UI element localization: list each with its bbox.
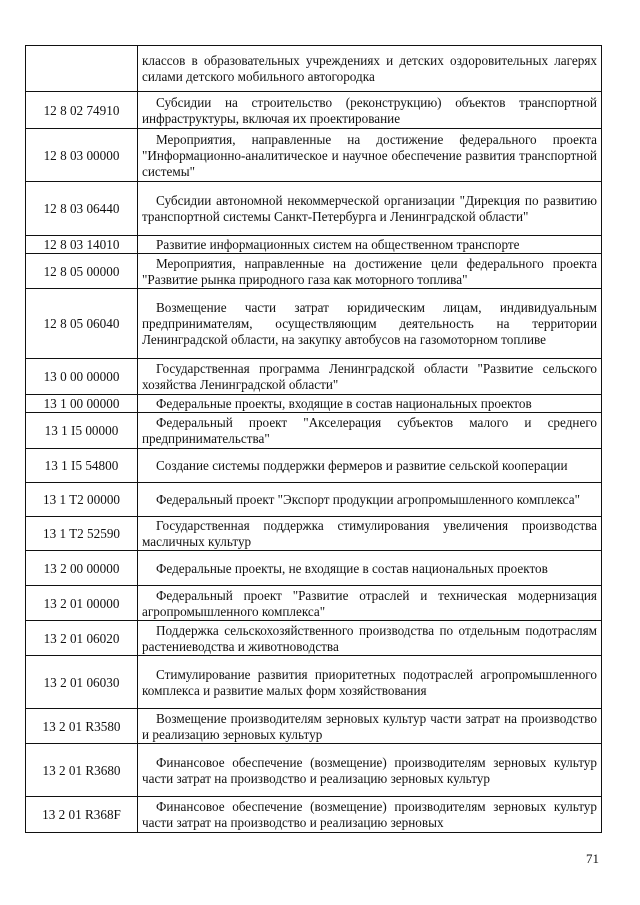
table-row [26, 744, 602, 797]
item-description: Федеральные проекты, не входящие в состав национальных проектов [138, 551, 602, 586]
classification-code: 13 2 01 06030 [26, 656, 138, 709]
table-row [26, 236, 602, 254]
table-row [26, 709, 602, 744]
item-description: классов в образовательных учреждениях и детских оздоровительных лагерях силами детского мобильного автогородка [138, 46, 602, 92]
classification-code: 13 1 I5 54800 [26, 449, 138, 483]
item-description: Мероприятия, направленные на достижение федерального проекта "Информационно-аналитическое и научное обеспечение развития транспортной системы" [138, 129, 602, 182]
item-description: Субсидии автономной некоммерческой организации "Дирекция по развитию транспортной системы Санкт-Петербурга и Ленинградской области" [138, 182, 602, 236]
classification-code: 13 2 01 00000 [26, 586, 138, 621]
classification-code: 13 2 01 R368F [26, 797, 138, 833]
item-description: Возмещение части затрат юридическим лицам, индивидуальным предпринимателям, осуществляющим деятельность на территории Ленинградской области, на закупку автобусов на газомоторном топливе [138, 289, 602, 359]
classification-code: 13 0 00 00000 [26, 359, 138, 395]
item-description: Возмещение производителям зерновых культур части затрат на производство и реализацию зерновых культур [138, 709, 602, 744]
item-description: Стимулирование развития приоритетных подотраслей агропромышленного комплекса и развитие малых форм хозяйствования [138, 656, 602, 709]
table-row [26, 254, 602, 289]
table-row [26, 621, 602, 656]
table-row [26, 483, 602, 517]
item-description: Мероприятия, направленные на достижение цели федерального проекта "Развитие рынка природного газа как моторного топлива" [138, 254, 602, 289]
item-description: Субсидии на строительство (реконструкцию) объектов транспортной инфраструктуры, включая их проектирование [138, 92, 602, 129]
table-row [26, 586, 602, 621]
table-row [26, 413, 602, 449]
classification-code: 13 2 00 00000 [26, 551, 138, 586]
classification-code: 13 2 01 R3680 [26, 744, 138, 797]
classification-code: 13 2 01 06020 [26, 621, 138, 656]
classification-code: 13 1 T2 00000 [26, 483, 138, 517]
table-row [26, 395, 602, 413]
classification-code: 13 2 01 R3580 [26, 709, 138, 744]
classification-code: 13 1 I5 00000 [26, 413, 138, 449]
item-description: Федеральные проекты, входящие в состав национальных проектов [138, 395, 602, 413]
classification-code: 13 1 T2 52590 [26, 517, 138, 551]
table-row [26, 129, 602, 182]
item-description: Создание системы поддержки фермеров и развитие сельской кооперации [138, 449, 602, 483]
table-row [26, 289, 602, 359]
table-row [26, 46, 602, 92]
table-row [26, 449, 602, 483]
classification-code [26, 46, 138, 92]
item-description: Федеральный проект "Развитие отраслей и техническая модернизация агропромышленного комплекса" [138, 586, 602, 621]
classification-code: 12 8 02 74910 [26, 92, 138, 129]
item-description: Развитие информационных систем на общественном транспорте [138, 236, 602, 254]
classification-code: 12 8 05 00000 [26, 254, 138, 289]
item-description: Государственная программа Ленинградской области "Развитие сельского хозяйства Ленинградской области" [138, 359, 602, 395]
classification-code: 13 1 00 00000 [26, 395, 138, 413]
table-row [26, 797, 602, 833]
table-row [26, 359, 602, 395]
classification-code: 12 8 05 06040 [26, 289, 138, 359]
item-description: Государственная поддержка стимулирования увеличения производства масличных культур [138, 517, 602, 551]
item-description: Федеральный проект "Акселерация субъектов малого и среднего предпринимательства" [138, 413, 602, 449]
item-description: Финансовое обеспечение (возмещение) производителям зерновых культур части затрат на производство и реализацию зерновых [138, 797, 602, 833]
item-description: Поддержка сельскохозяйственного производства по отдельным подотраслям растениеводства и животноводства [138, 621, 602, 656]
classification-code: 12 8 03 06440 [26, 182, 138, 236]
page-number: 71 [586, 851, 599, 866]
classification-code: 12 8 03 14010 [26, 236, 138, 254]
classification-code: 12 8 03 00000 [26, 129, 138, 182]
item-description: Финансовое обеспечение (возмещение) производителям зерновых культур части затрат на производство и реализацию зерновых культур [138, 744, 602, 797]
table-row [26, 182, 602, 236]
budget-classification-table [25, 45, 602, 833]
table-row [26, 517, 602, 551]
table-row [26, 551, 602, 586]
table-row [26, 92, 602, 129]
table-row [26, 656, 602, 709]
item-description: Федеральный проект "Экспорт продукции агропромышленного комплекса" [138, 483, 602, 517]
